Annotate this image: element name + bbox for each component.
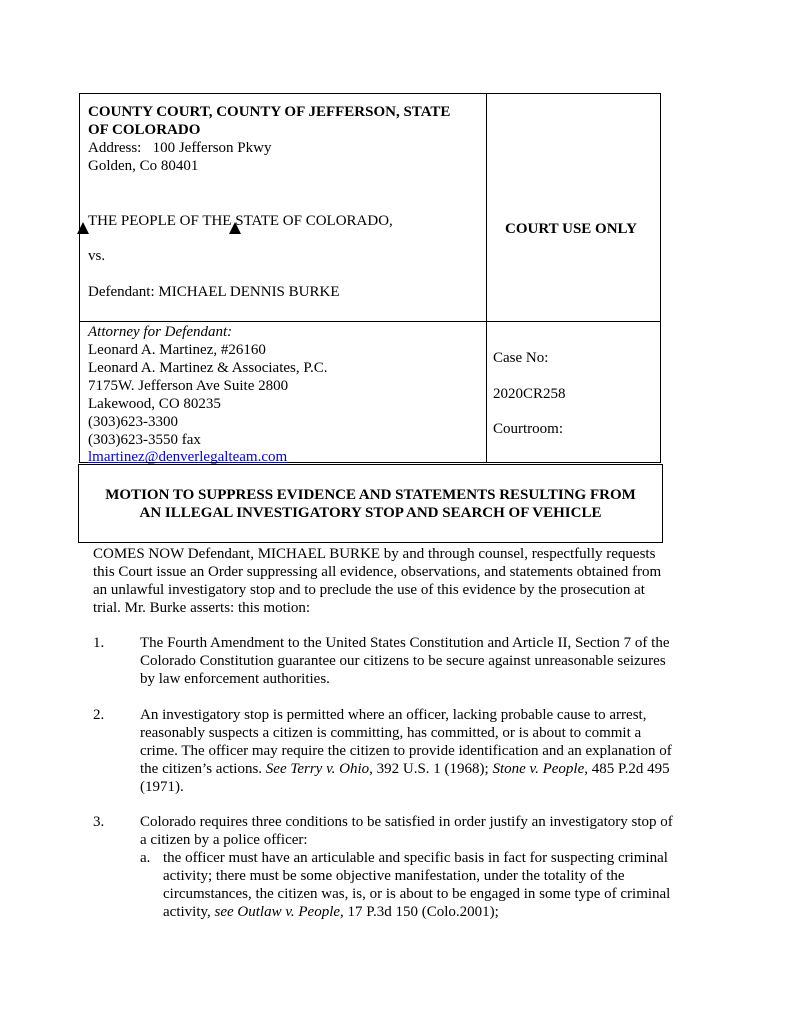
- anchor-marker-icon: [77, 222, 89, 234]
- attorney-street: 7175W. Jefferson Ave Suite 2800: [88, 378, 289, 394]
- item-number: 1.: [93, 635, 105, 651]
- item-line: An investigatory stop is permitted where an officer, lacking probable cause to arrest,: [140, 707, 647, 723]
- motion-title-line2: AN ILLEGAL INVESTIGATORY STOP AND SEARCH OF VEHICLE: [139, 504, 602, 521]
- item-line: by law enforcement authorities.: [140, 671, 330, 687]
- intro-line: COMES NOW Defendant, MICHAEL BURKE by and through counsel, respectfully requests: [93, 546, 656, 562]
- attorney-city: Lakewood, CO 80235: [88, 396, 221, 412]
- courtroom-label: Courtroom:: [493, 421, 563, 437]
- caption-table: [79, 93, 661, 463]
- item-line: reasonably suspects a citizen is committing, has committed, or is about to commit a: [140, 725, 642, 741]
- attorney-phone: (303)623-3300: [88, 414, 178, 430]
- case-citation: Stone v. People: [492, 761, 585, 777]
- attorney-name: Leonard A. Martinez, #26160: [88, 342, 266, 358]
- subitem-line: activity; there must be some objective manifestation, under the totality of the: [163, 868, 625, 884]
- item-line: crime. The officer may require the citizen to provide identification and an explanation of: [140, 743, 672, 759]
- caption-vertical-divider: [486, 94, 487, 462]
- item-text: , 392 U.S. 1 (1968);: [369, 761, 493, 777]
- plaintiff-name: THE PEOPLE OF THE STATE OF COLORADO,: [88, 213, 393, 229]
- item-text: , 485 P.2d 495: [584, 761, 670, 777]
- item-line: a citizen by a police officer:: [140, 832, 308, 848]
- item-line: The Fourth Amendment to the United States Constitution and Article II, Section 7 of the: [140, 635, 670, 651]
- case-number-value: 2020CR258: [493, 386, 566, 402]
- versus-text: vs.: [88, 248, 106, 264]
- item-line: Colorado Constitution guarantee our citizens to be secure against unreasonable seizures: [140, 653, 666, 669]
- intro-paragraph: [93, 545, 693, 617]
- item-text: , 17 P.3d 150 (Colo.2001);: [340, 904, 499, 920]
- item-number: 3.: [93, 814, 105, 830]
- intro-line: an unlawful investigatory stop and to preclude the use of this evidence by the prosecution at: [93, 582, 645, 598]
- item-text: the citizen’s actions.: [140, 761, 266, 777]
- attorney-fax: (303)623-3550 fax: [88, 432, 201, 448]
- subitem-a: [163, 849, 693, 921]
- subitem-line: the officer must have an articulable and specific basis in fact for suspecting criminal: [163, 850, 668, 866]
- court-name-line2: OF COLORADO: [88, 122, 201, 138]
- court-city: Golden, Co 80401: [88, 158, 199, 174]
- case-number-label: Case No:: [493, 350, 549, 366]
- caption-horizontal-divider: [80, 321, 660, 322]
- numbered-item-3: [140, 813, 700, 849]
- attorney-email-link[interactable]: lmartinez@denverlegalteam.com: [88, 449, 288, 465]
- court-name-line1: COUNTY COURT, COUNTY OF JEFFERSON, STATE: [88, 104, 451, 120]
- attorney-heading: Attorney for Defendant:: [88, 324, 233, 340]
- motion-title-box: [78, 464, 663, 543]
- case-citation: See Terry v. Ohio: [265, 761, 370, 777]
- case-citation: see Outlaw v. People: [214, 904, 341, 920]
- intro-line: this Court issue an Order suppressing all evidence, observations, and statements obtained from: [93, 564, 662, 580]
- numbered-item-1: [140, 634, 700, 688]
- item-line: (1971).: [140, 779, 184, 795]
- court-use-only-label: COURT USE ONLY: [505, 221, 638, 237]
- subitem-letter: a.: [140, 850, 151, 866]
- subitem-line-citation: [163, 903, 693, 921]
- item-number: 2.: [93, 707, 105, 723]
- court-address: Address: 100 Jefferson Pkwy: [88, 140, 272, 156]
- motion-title-line1: MOTION TO SUPPRESS EVIDENCE AND STATEMENTS RESULTING FROM: [105, 486, 636, 503]
- item-text: activity,: [163, 904, 215, 920]
- attorney-firm: Leonard A. Martinez & Associates, P.C.: [88, 360, 328, 376]
- defendant-name: Defendant: MICHAEL DENNIS BURKE: [88, 284, 340, 300]
- numbered-item-2: [140, 706, 700, 796]
- item-line-citation: [140, 760, 700, 778]
- intro-line: trial. Mr. Burke asserts: this motion:: [93, 600, 311, 616]
- anchor-marker-icon: [229, 222, 241, 234]
- subitem-line: circumstances, the citizen was, is, or is about to be engaged in some type of criminal: [163, 886, 671, 902]
- item-line: Colorado requires three conditions to be satisfied in order justify an investigatory stop of: [140, 814, 673, 830]
